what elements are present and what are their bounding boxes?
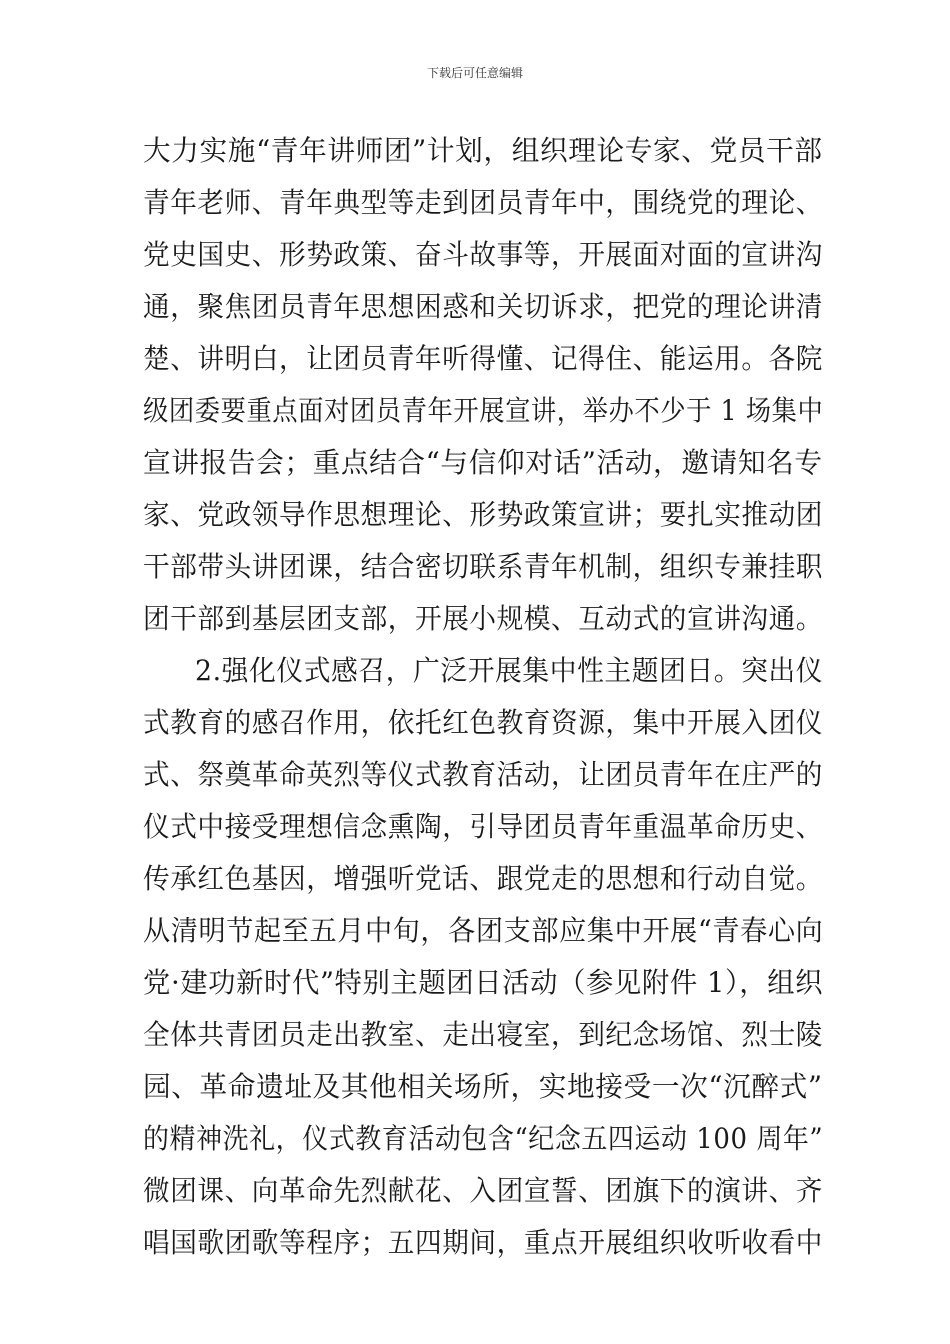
text-line: 通，聚焦团员青年思想困惑和关切诉求，把党的理论讲清 (143, 290, 824, 323)
text-line: 楚、讲明白，让团员青年听得懂、记得住、能运用。各院 (143, 342, 824, 375)
text-line: 党史国史、形势政策、奋斗故事等，开展面对面的宣讲沟 (143, 238, 824, 271)
text-line: 式、祭奠革命英烈等仪式教育活动，让团员青年在庄严的 (143, 758, 824, 791)
text-line: 式教育的感召作用，依托红色教育资源，集中开展入团仪 (143, 706, 824, 739)
text-line: 唱国歌团歌等程序；五四期间，重点开展组织收听收看中 (143, 1226, 824, 1259)
text-line: 团干部到基层团支部，开展小规模、互动式的宣讲沟通。 (143, 602, 824, 635)
text-line: 干部带头讲团课，结合密切联系青年机制，组织专兼挂职 (143, 550, 824, 583)
text-line: 宣讲报告会；重点结合“与信仰对话”活动，邀请知名专 (143, 446, 823, 479)
text-line: 级团委要重点面对团员青年开展宣讲，举办不少于 1 场集中 (143, 394, 824, 427)
text-line: 的精神洗礼，仪式教育活动包含“纪念五四运动 100 周年” (143, 1122, 824, 1155)
page-header: 下载后可任意编辑 (426, 66, 523, 80)
text-line: 园、革命遗址及其他相关场所，实地接受一次“沉醉式” (143, 1070, 823, 1103)
text-line: 党·建功新时代”特别主题团日活动（参见附件 1），组织 (143, 966, 824, 999)
text-line: 全体共青团员走出教室、走出寝室，到纪念场馆、烈士陵 (143, 1018, 824, 1051)
text-line: 家、党政领导作思想理论、形势政策宣讲；要扎实推动团 (143, 498, 824, 531)
text-line: 2.强化仪式感召，广泛开展集中性主题团日。突出仪 (195, 654, 824, 687)
text-line: 青年老师、青年典型等走到团员青年中，围绕党的理论、 (143, 186, 824, 219)
text-line: 微团课、向革命先烈献花、入团宣誓、团旗下的演讲、齐 (143, 1174, 824, 1207)
text-line: 大力实施“青年讲师团”计划，组织理论专家、党员干部 (143, 134, 823, 167)
text-line: 从清明节起至五月中旬，各团支部应集中开展“青春心向 (143, 914, 824, 947)
text-line: 仪式中接受理想信念熏陶，引导团员青年重温革命历史、 (143, 810, 824, 843)
text-line: 传承红色基因，增强听党话、跟党走的思想和行动自觉。 (143, 862, 824, 895)
